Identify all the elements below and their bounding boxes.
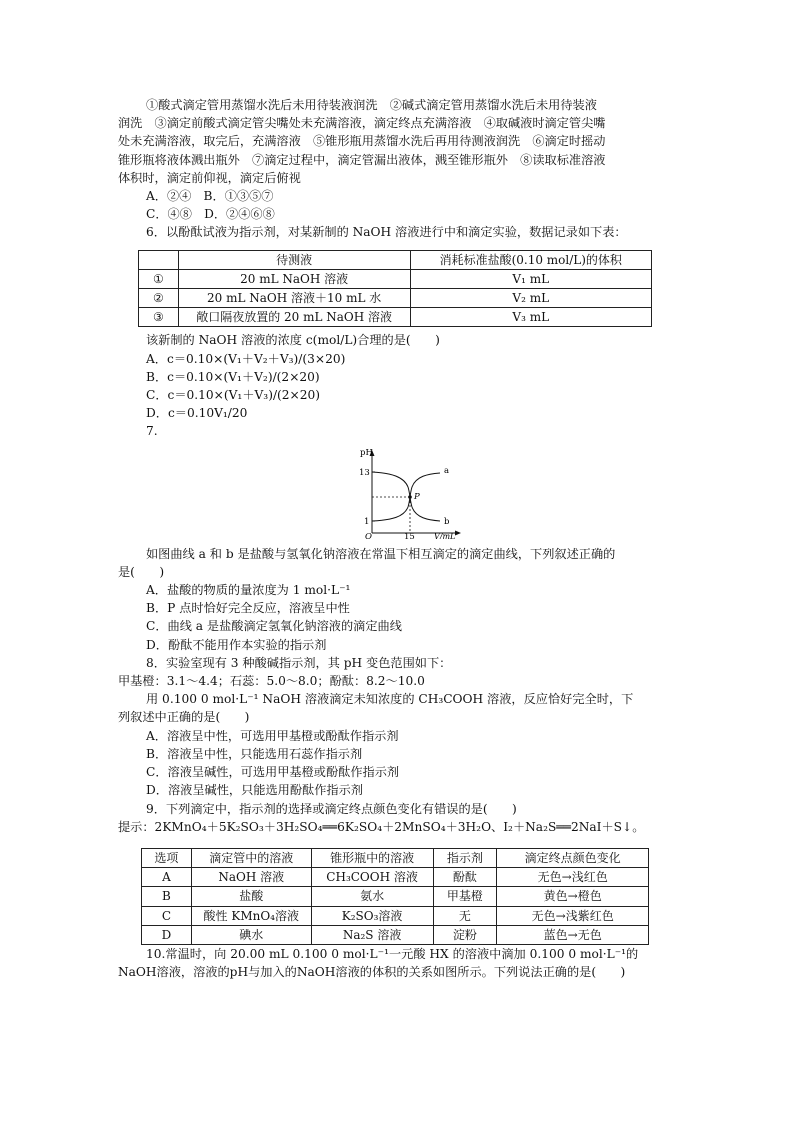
- q9-table: [141, 848, 649, 945]
- table-cell: V₁ mL: [410, 269, 652, 288]
- table-cell: 酸性 KMnO₄溶液: [191, 906, 311, 925]
- q6-question: 该新制的 NaOH 溶液的浓度 c(mol/L)合理的是( ): [146, 333, 440, 348]
- table-cell: 滴定管中的溶液: [191, 848, 311, 867]
- table-cell: K₂SO₃溶液: [311, 906, 433, 925]
- q7-option-b: B．P 点时恰好完全反应，溶液呈中性: [146, 601, 350, 616]
- x-tick-label-15: 15: [404, 531, 415, 539]
- table-cell: ②: [139, 289, 179, 308]
- q8-option-b: B．溶液呈中性，只能选用石蕊作指示剂: [146, 746, 363, 761]
- q10-line-1: 10.常温时，向 20.00 mL 0.100 0 mol·L⁻¹一元酸 HX 的溶液中滴加 0.100 0 mol·L⁻¹的: [146, 946, 639, 961]
- titration-curve-svg: [358, 447, 468, 539]
- table-cell: CH₃COOH 溶液: [311, 868, 433, 887]
- q9-stem: 9．下列滴定中，指示剂的选择或滴定终点颜色变化有错误的是( ): [146, 801, 517, 816]
- q7-number: 7.: [146, 424, 158, 439]
- document-page: [118, 96, 678, 981]
- table-cell: C: [142, 906, 192, 925]
- point-p-label: P: [414, 491, 420, 502]
- table-cell: B: [142, 887, 192, 906]
- table-cell: 淀粉: [433, 925, 497, 944]
- table-cell: 选项: [142, 848, 192, 867]
- titration-curve-figure: [358, 447, 468, 539]
- q10-line-2: NaOH溶液，溶液的pH与加入的NaOH溶液的体积的关系如图所示。下列说法正确的是( ): [118, 965, 626, 980]
- table-row: [142, 868, 649, 887]
- q5-line-2: 润洗 ③滴定前酸式滴定管尖嘴处未充满溶液，滴定终点充满溶液 ④取碱液时滴定管尖嘴: [118, 116, 606, 131]
- q6-option-a: A．c＝0.10×(V₁＋V₂＋V₃)/(3×20): [146, 351, 346, 366]
- q8-option-d: D．溶液呈碱性，只能选用酚酞作指示剂: [146, 783, 363, 798]
- table-cell: 待测液: [178, 250, 410, 269]
- q6-option-d: D．c＝0.10V₁/20: [146, 406, 248, 421]
- q8-ranges: 甲基橙：3.1～4.4；石蕊：5.0～8.0；酚酞：8.2～10.0: [118, 674, 425, 689]
- q7-option-d: D．酚酞不能用作本实验的指示剂: [146, 637, 327, 652]
- table-cell: 消耗标准盐酸(0.10 mol/L)的体积: [410, 250, 652, 269]
- q5-line-5: 体积时，滴定前仰视，滴定后俯视: [118, 170, 301, 185]
- table-cell: 无: [433, 906, 497, 925]
- table-row: [142, 906, 649, 925]
- table-cell: [139, 250, 179, 269]
- table-cell: 盐酸: [191, 887, 311, 906]
- q5-line-1: ①酸式滴定管用蒸馏水洗后未用待装液润洗 ②碱式滴定管用蒸馏水洗后未用待装液: [146, 98, 597, 112]
- table-cell: 锥形瓶中的溶液: [311, 848, 433, 867]
- table-row: [139, 308, 652, 327]
- table-cell: 20 mL NaOH 溶液＋10 mL 水: [178, 289, 410, 308]
- table-cell: 蓝色→无色: [497, 925, 649, 944]
- curve-b-label: b: [444, 516, 450, 527]
- table-cell: V₂ mL: [410, 289, 652, 308]
- question-7: [118, 422, 678, 653]
- curve-a-label: a: [444, 465, 450, 476]
- table-cell: 滴定终点颜色变化: [497, 848, 649, 867]
- y-tick-label-1: 1: [364, 516, 370, 527]
- q8-question-line-2: 列叙述中正确的是( ): [118, 710, 250, 725]
- q8-option-c: C．溶液呈碱性，可选用甲基橙或酚酞作指示剂: [146, 765, 400, 780]
- q5-line-4: 锥形瓶将液体溅出瓶外 ⑦滴定过程中，滴定管漏出液体，溅至锥形瓶外 ⑧读取标准溶液: [118, 152, 606, 167]
- q7-option-c: C．曲线 a 是盐酸滴定氢氧化钠溶液的滴定曲线: [146, 619, 402, 634]
- table-cell: 酚酞: [433, 868, 497, 887]
- q5-options-ab: A．②④ B．①③⑤⑦: [146, 189, 274, 204]
- q6-stem: 6．以酚酞试液为指示剂，对某新制的 NaOH 溶液进行中和滴定实验，数据记录如下表：: [146, 225, 627, 240]
- y-axis-label: pH: [360, 447, 373, 458]
- table-cell: A: [142, 868, 192, 887]
- table-row: [142, 887, 649, 906]
- x-axis-label: V/mL: [434, 531, 456, 539]
- y-tick-label-13: 13: [359, 467, 370, 478]
- question-9: [118, 800, 678, 945]
- curve-b: [372, 472, 440, 521]
- table-cell: 碘水: [191, 925, 311, 944]
- q7-stem-line-1: 如图曲线 a 和 b 是盐酸与氢氧化钠溶液在常温下相互滴定的滴定曲线，下列叙述正确的: [146, 546, 616, 561]
- table-row: [139, 289, 652, 308]
- table-cell: 无色→浅红色: [497, 868, 649, 887]
- q7-option-a: A．盐酸的物质的量浓度为 1 mol·L⁻¹: [146, 583, 351, 598]
- table-cell: ③: [139, 308, 179, 327]
- q5-line-3: 处未充满溶液，取完后，充满溶液 ⑤锥形瓶用蒸馏水洗后再用待测液润洗 ⑥滴定时摇动: [118, 134, 606, 149]
- table-cell: 黄色→橙色: [497, 887, 649, 906]
- question-8: [118, 654, 678, 800]
- question-10: [118, 945, 678, 981]
- table-cell: NaOH 溶液: [191, 868, 311, 887]
- q8-question-line-1: 用 0.100 0 mol·L⁻¹ NaOH 溶液滴定未知浓度的 CH₃COOH 溶液，反应恰好完全时，下: [146, 692, 634, 707]
- table-cell: 敞口隔夜放置的 20 mL NaOH 溶液: [178, 308, 410, 327]
- table-cell: V₃ mL: [410, 308, 652, 327]
- q7-stem-line-2: 是( ): [118, 564, 165, 579]
- question-5: [118, 96, 678, 223]
- table-row: [139, 269, 652, 288]
- table-cell: 20 mL NaOH 溶液: [178, 269, 410, 288]
- table-cell: ①: [139, 269, 179, 288]
- table-cell: Na₂S 溶液: [311, 925, 433, 944]
- q8-stem: 8．实验室现有 3 种酸碱指示剂，其 pH 变色范围如下：: [146, 655, 452, 670]
- table-cell: D: [142, 925, 192, 944]
- q6-option-b: B．c＝0.10×(V₁＋V₂)/(2×20): [146, 369, 320, 384]
- table-cell: 指示剂: [433, 848, 497, 867]
- table-cell: 无色→浅紫红色: [497, 906, 649, 925]
- point-p-marker: [408, 495, 412, 499]
- q9-hint: 提示：2KMnO₄＋5K₂SO₃＋3H₂SO₄══6K₂SO₄＋2MnSO₄＋3H₂O、I₂＋Na₂S══2NaI＋S↓。: [118, 819, 645, 834]
- question-6: [118, 223, 678, 422]
- x-axis-arrow-icon: [455, 530, 461, 535]
- q6-option-c: C．c＝0.10×(V₁＋V₃)/(2×20): [146, 388, 321, 403]
- table-row: [142, 925, 649, 944]
- q6-table: [138, 250, 652, 328]
- table-cell: 氨水: [311, 887, 433, 906]
- table-header-row: [139, 250, 652, 269]
- table-header-row: [142, 848, 649, 867]
- table-cell: 甲基橙: [433, 887, 497, 906]
- q5-options-cd: C．④⑧ D．②④⑥⑧: [146, 207, 275, 222]
- origin-label: O: [365, 531, 372, 539]
- q8-option-a: A．溶液呈中性，可选用甲基橙或酚酞作指示剂: [146, 728, 399, 743]
